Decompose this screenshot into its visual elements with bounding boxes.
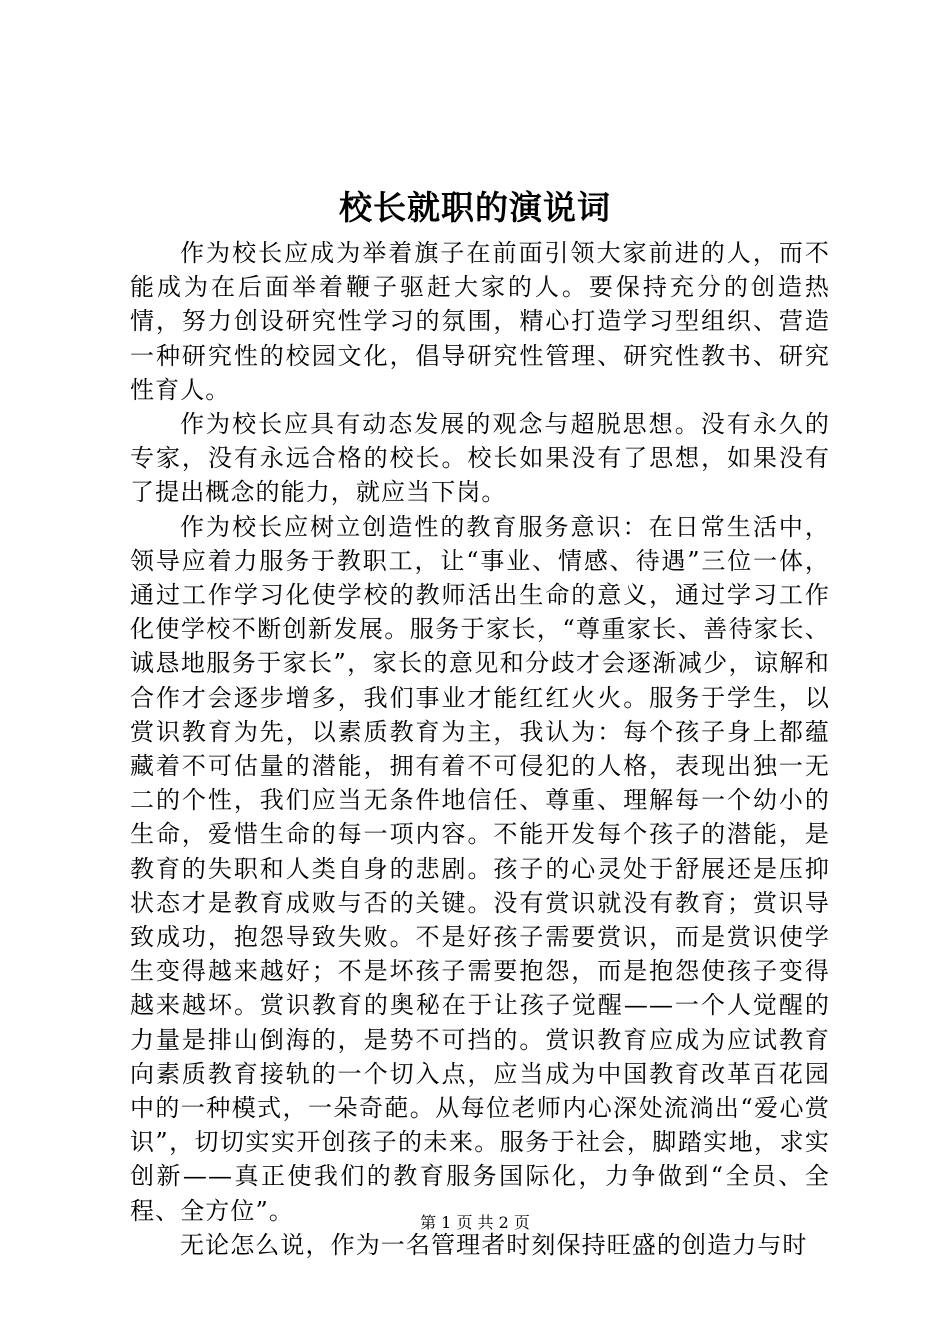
paragraph-4: 无论怎么说，作为一名管理者时刻保持旺盛的创造力与时: [180, 1230, 808, 1259]
paragraph-2: 作为校长应具有动态发展的观念与超脱思想。没有永久的专家，没有永远合格的校长。校长如果没有了思想，如果没有了提出概念的能力，就应当下岗。: [130, 410, 830, 507]
document-title: 校长就职的演说词: [339, 188, 611, 227]
document-body: [130, 236, 830, 1262]
page-footer: 第 1 页 共 2 页: [420, 1213, 530, 1232]
paragraph-3: 作为校长应树立创造性的教育服务意识：在日常生活中，领导应着力服务于教职工，让“事业、情感、待遇”三位一体，通过工作学习化使学校的教师活出生命的意义，通过学习工作化使学校不断创新发展。服务于家长，“尊重家长、善待家长、诚恳地服务于家长”，家长的意见和分歧才会逐渐减少，谅解和合作才会逐步增多，我们事业才能红红火火。服务于学生，以赏识教育为先，以素质教育为主，我认为：每个孩子身上都蕴藏着不可估量的潜能，拥有着不可侵犯的人格，表现出独一无二的个性，我们应当无条件地信任、尊重、理解每一个幼小的生命，爱惜生命的每一项内容。不能开发每个孩子的潜能，是教育的失职和人类自身的悲剧。孩子的心灵处于舒展还是压抑状态才是教育成败与否的关键。没有赏识就没有教育；赏识导致成功，抱怨导致失败。不是好孩子需要赏识，而是赏识使学生变得越来越好；不是坏孩子需要抱怨，而是抱怨使孩子变得越来越坏。赏识教育的奥秘在于让孩子觉醒——一个人觉醒的力量是排山倒海的，是势不可挡的。赏识教育应成为应试教育向素质教育接轨的一个切入点，应当成为中国教育改革百花园中的一种模式，一朵奇葩。从每位老师内心深处流淌出“爱心赏识”，切切实实开创孩子的未来。服务于社会，脚踏实地，求实创新——真正使我们的教育服务国际化，力争做到“全员、全程、全方位”。: [130, 512, 830, 1225]
paragraph-1: 作为校长应成为举着旗子在前面引领大家前进的人，而不能成为在后面举着鞭子驱赶大家的人。要保持充分的创造热情，努力创设研究性学习的氛围，精心打造学习型组织、营造一种研究性的校园文化，倡导研究性管理、研究性教书、研究性育人。: [130, 239, 830, 404]
